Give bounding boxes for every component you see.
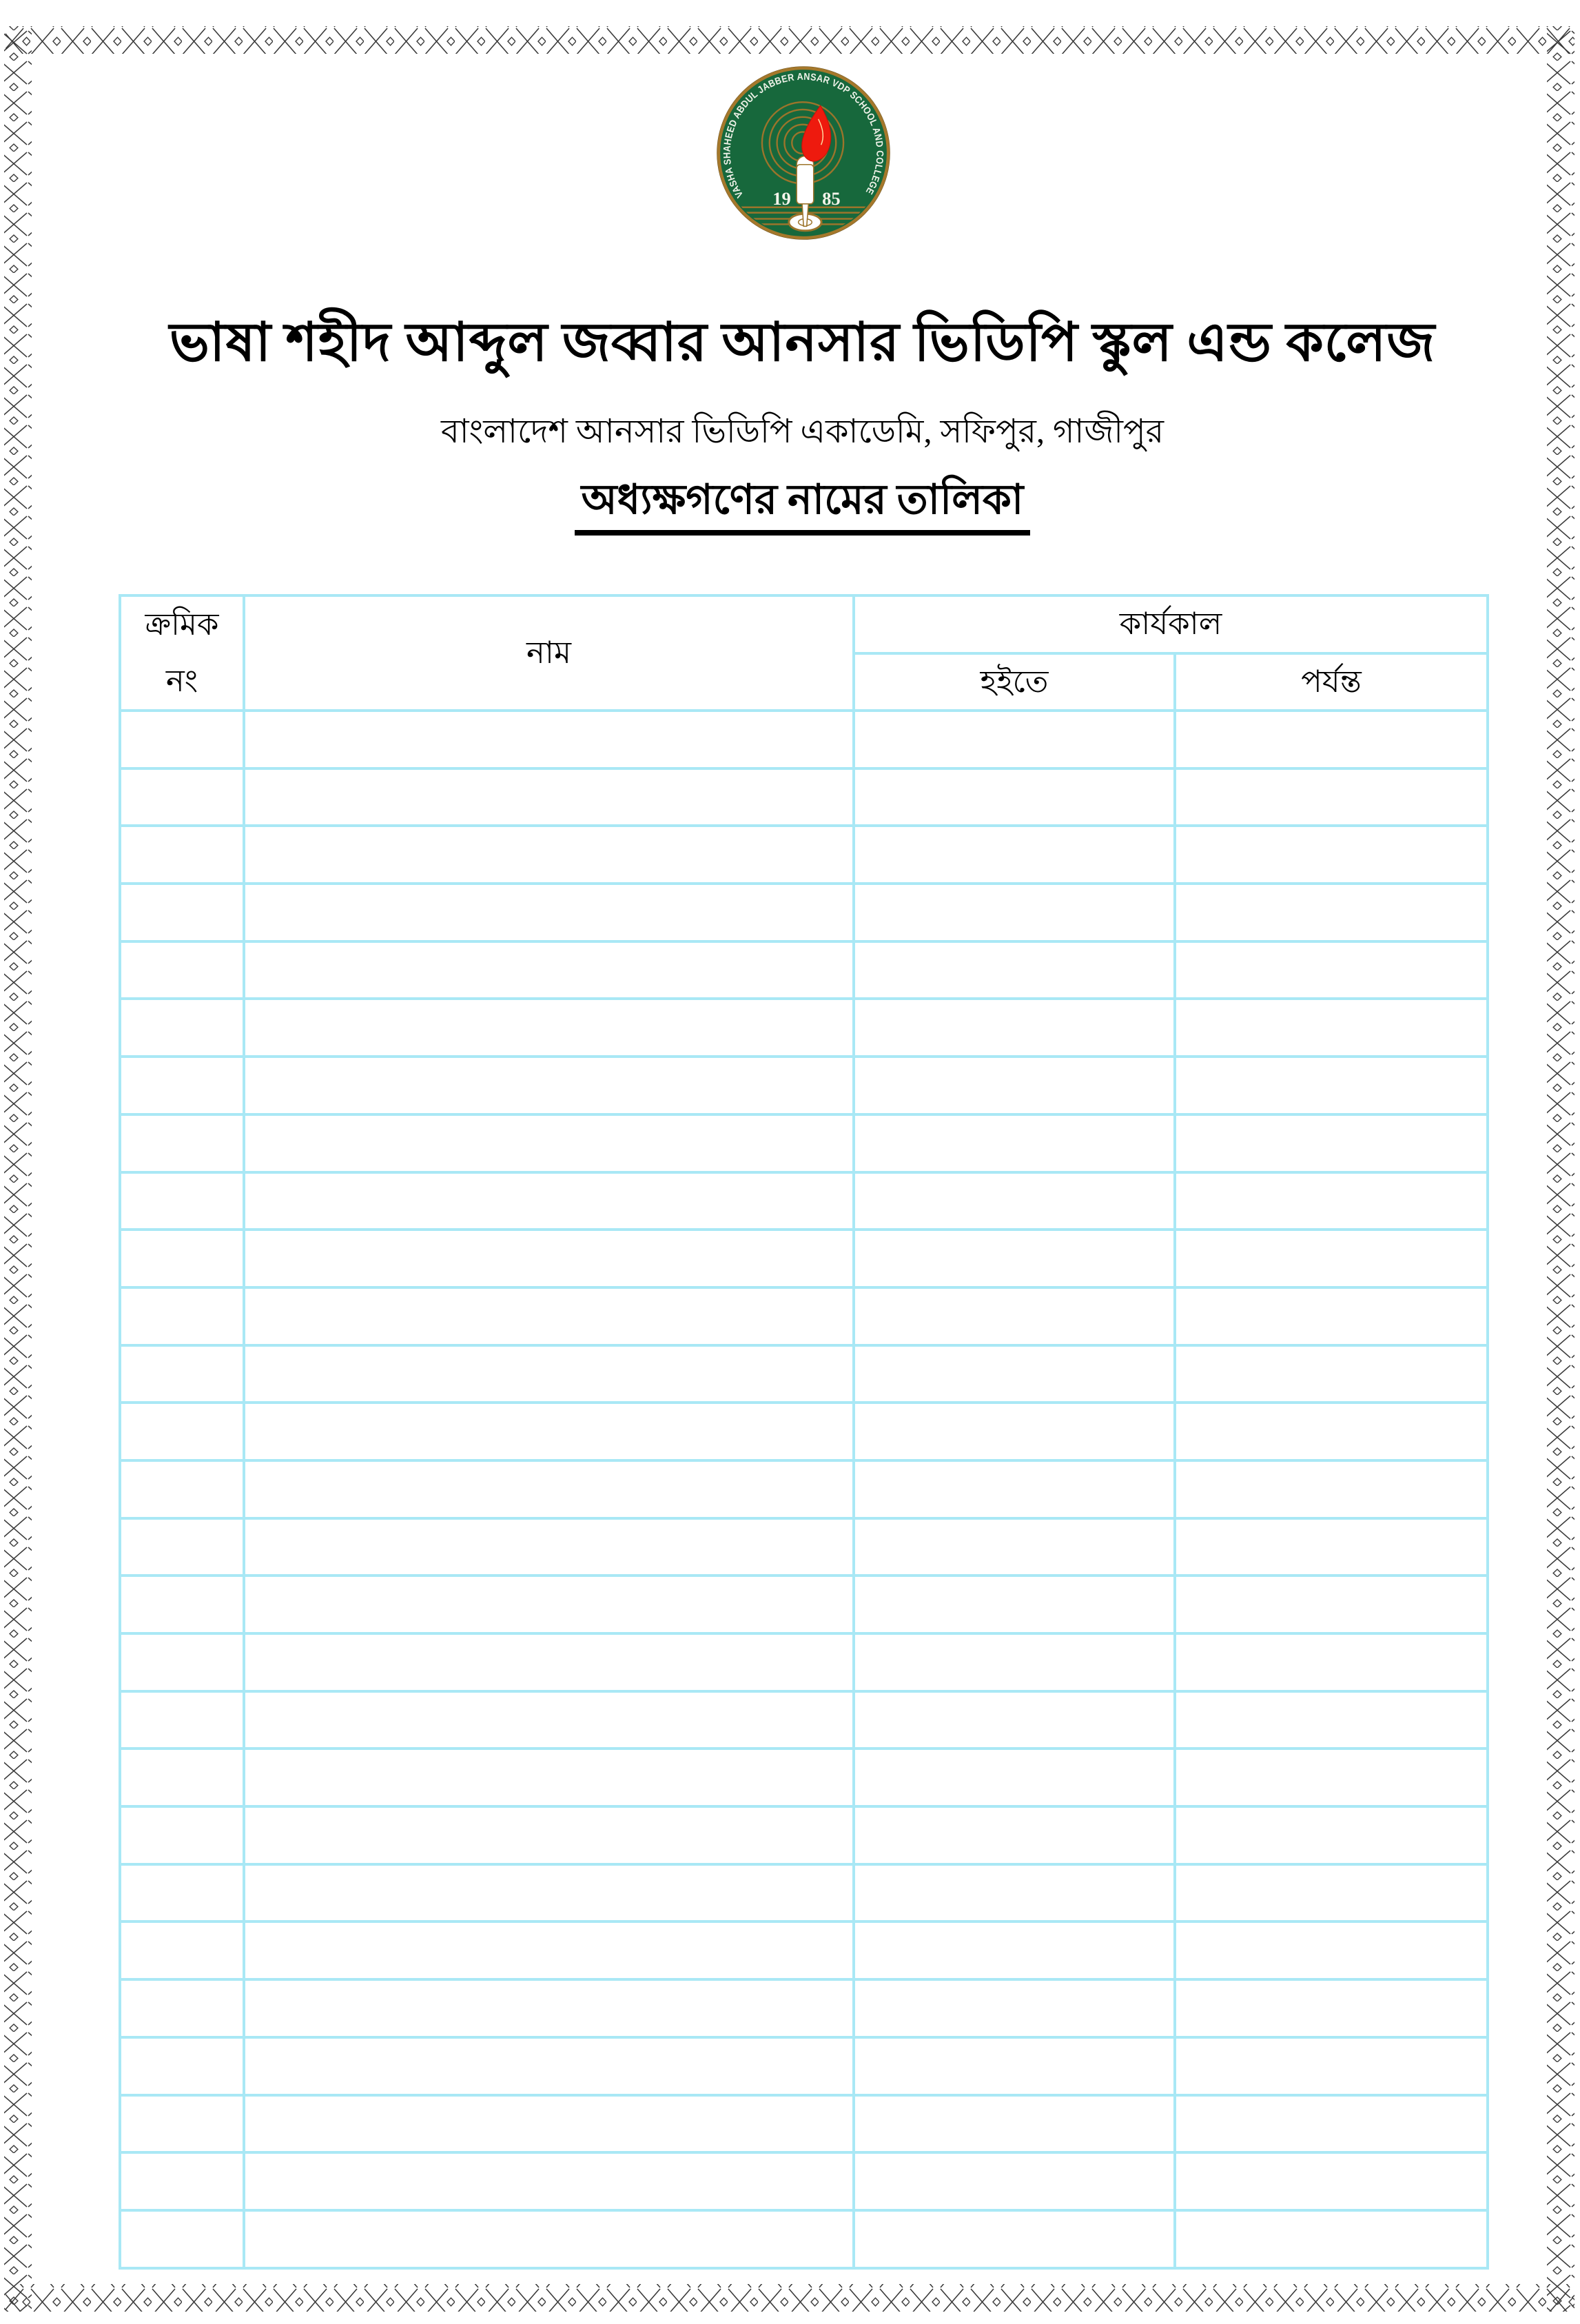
to-cell [1175,1864,1488,1922]
serial-cell [120,884,244,941]
from-cell [854,1922,1175,1979]
from-cell [854,1979,1175,2037]
serial-cell [120,1633,244,1691]
name-cell [244,941,854,999]
serial-cell [120,1114,244,1172]
to-cell [1175,826,1488,884]
serial-cell [120,1979,244,2037]
table-row [120,941,1488,999]
from-cell [854,999,1175,1057]
table-row [120,2152,1488,2210]
name-cell [244,2037,854,2095]
border-strip-bottom [6,2284,1574,2312]
serial-cell [120,2095,244,2153]
table-row [120,1806,1488,1864]
list-heading: অধ্যক্ষগণের নামের তালিকা [575,474,1031,536]
from-cell [854,2037,1175,2095]
serial-cell [120,1172,244,1230]
to-cell [1175,1806,1488,1864]
from-cell [854,1806,1175,1864]
from-cell [854,1460,1175,1518]
name-cell [244,1576,854,1633]
serial-cell [120,1749,244,1806]
serial-cell [120,1345,244,1403]
to-cell [1175,2210,1488,2268]
table-row [120,2210,1488,2268]
to-cell [1175,1057,1488,1114]
name-cell [244,1403,854,1460]
serial-cell [120,999,244,1057]
from-cell [854,1057,1175,1114]
from-cell [854,1518,1175,1576]
logo-year-left: 19 [772,187,791,209]
to-cell [1175,1287,1488,1345]
table-row [120,1576,1488,1633]
to-cell [1175,1460,1488,1518]
column-header-name: নাম [244,595,854,711]
from-cell [854,1287,1175,1345]
serial-cell [120,1460,244,1518]
candle-body [797,165,814,204]
from-cell [854,826,1175,884]
to-cell [1175,711,1488,768]
serial-cell [120,1864,244,1922]
to-cell [1175,1979,1488,2037]
name-cell [244,2210,854,2268]
border-strip-top [6,26,1574,54]
table-row [120,1403,1488,1460]
table-row [120,1172,1488,1230]
to-cell [1175,1172,1488,1230]
name-cell [244,1345,854,1403]
column-header-to: পর্যন্ত [1175,653,1488,711]
from-cell [854,1230,1175,1287]
border-strip-left [4,26,32,2312]
table-row [120,1633,1488,1691]
to-cell [1175,1230,1488,1287]
from-cell [854,1749,1175,1806]
from-cell [854,2210,1175,2268]
to-cell [1175,1345,1488,1403]
to-cell [1175,1114,1488,1172]
to-cell [1175,1576,1488,1633]
column-header-from: হইতে [854,653,1175,711]
to-cell [1175,1691,1488,1749]
school-logo [715,65,892,241]
table-row [120,1864,1488,1922]
column-header-serial-line2: নং [165,663,198,698]
table-row [120,2095,1488,2153]
table-row [120,1345,1488,1403]
serial-cell [120,1691,244,1749]
from-cell [854,768,1175,826]
serial-cell [120,826,244,884]
from-cell [854,2152,1175,2210]
table-row [120,1057,1488,1114]
table-row [120,2037,1488,2095]
serial-cell [120,2037,244,2095]
from-cell [854,2095,1175,2153]
table-row [120,1922,1488,1979]
serial-cell [120,1576,244,1633]
serial-cell [120,2152,244,2210]
name-cell [244,768,854,826]
to-cell [1175,1749,1488,1806]
principals-table [119,594,1489,2270]
serial-cell [120,1518,244,1576]
name-cell [244,1979,854,2037]
serial-cell [120,1922,244,1979]
to-cell [1175,941,1488,999]
from-cell [854,1403,1175,1460]
table-row [120,1979,1488,2037]
name-cell [244,826,854,884]
serial-cell [120,941,244,999]
serial-cell [120,1230,244,1287]
border-strip-right [1547,26,1574,2312]
to-cell [1175,1922,1488,1979]
school-title: ভাষা শহীদ আব্দুল জব্বার আনসার ভিডিপি স্কুল এন্ড কলেজ [169,312,1436,372]
to-cell [1175,2037,1488,2095]
serial-cell [120,1403,244,1460]
name-cell [244,1691,854,1749]
name-cell [244,1518,854,1576]
to-cell [1175,1518,1488,1576]
table-row [120,999,1488,1057]
school-subtitle: বাংলাদেশ আনসার ভিডিপি একাডেমি, সফিপুর, গাজীপুর [441,414,1164,450]
to-cell [1175,884,1488,941]
name-cell [244,1057,854,1114]
list-heading-wrap [119,474,1486,536]
table-row [120,768,1488,826]
from-cell [854,1864,1175,1922]
table-row [120,1230,1488,1287]
name-cell [244,1287,854,1345]
from-cell [854,1172,1175,1230]
table-row [120,1691,1488,1749]
name-cell [244,1172,854,1230]
table-row [120,1287,1488,1345]
column-header-serial-line1: ক্রমিক [145,607,219,642]
name-cell [244,1114,854,1172]
name-cell [244,1864,854,1922]
table-row [120,1518,1488,1576]
to-cell [1175,2152,1488,2210]
from-cell [854,1345,1175,1403]
table-row [120,826,1488,884]
logo-year-right: 85 [822,187,841,209]
table-row [120,1460,1488,1518]
from-cell [854,1691,1175,1749]
from-cell [854,1576,1175,1633]
serial-cell [120,1057,244,1114]
name-cell [244,2152,854,2210]
from-cell [854,1114,1175,1172]
table-row [120,1114,1488,1172]
name-cell [244,1806,854,1864]
name-cell [244,1633,854,1691]
from-cell [854,711,1175,768]
serial-cell [120,1287,244,1345]
table-row [120,884,1488,941]
to-cell [1175,1403,1488,1460]
logo-ring-text: VASHA SHAHEED ABDUL JABBER ANSAR VDP SCHOOL AND COLLEGE [721,71,885,200]
serial-cell [120,768,244,826]
from-cell [854,941,1175,999]
to-cell [1175,2095,1488,2153]
from-cell [854,1633,1175,1691]
serial-cell [120,1806,244,1864]
table-row [120,711,1488,768]
name-cell [244,711,854,768]
serial-cell [120,2210,244,2268]
table-row [120,1749,1488,1806]
name-cell [244,1460,854,1518]
name-cell [244,999,854,1057]
serial-cell [120,711,244,768]
to-cell [1175,768,1488,826]
name-cell [244,884,854,941]
name-cell [244,1230,854,1287]
column-header-serial [120,595,244,711]
from-cell [854,884,1175,941]
name-cell [244,2095,854,2153]
to-cell [1175,1633,1488,1691]
column-header-tenure: কার্যকাল [854,595,1488,653]
to-cell [1175,999,1488,1057]
name-cell [244,1922,854,1979]
name-cell [244,1749,854,1806]
